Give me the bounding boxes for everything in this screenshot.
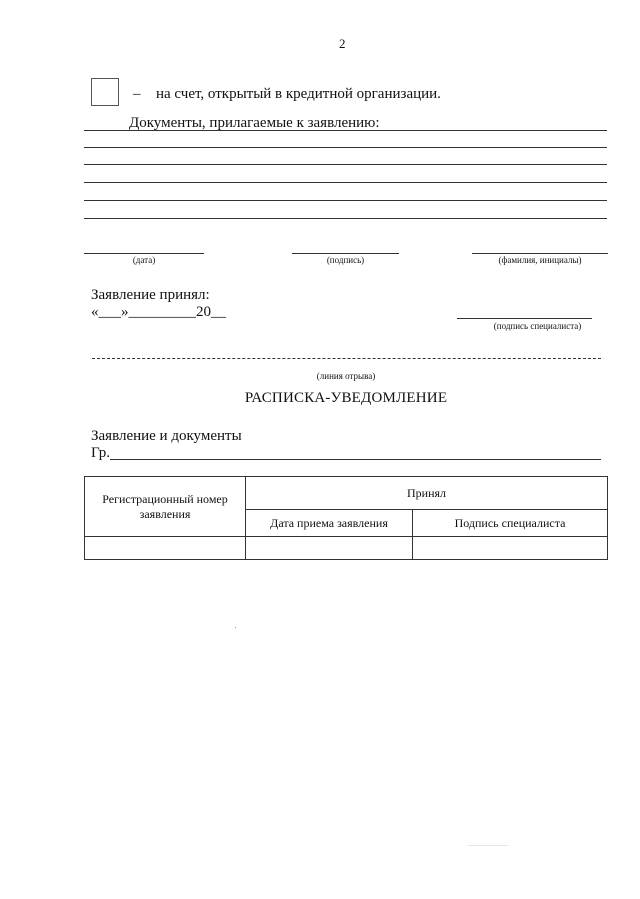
accepted-date-template: «___»_________20__ bbox=[91, 304, 226, 320]
documents-line-5[interactable] bbox=[84, 200, 607, 201]
receipt-docs-text: Заявление и документы bbox=[91, 428, 242, 444]
date-caption: (дата) bbox=[132, 255, 156, 265]
table-row bbox=[85, 537, 608, 560]
specialist-signature-line[interactable] bbox=[457, 318, 592, 319]
tear-line-caption: (линия отрыва) bbox=[316, 371, 376, 381]
tear-line bbox=[92, 358, 601, 359]
account-option-checkbox[interactable] bbox=[91, 78, 119, 106]
name-line[interactable] bbox=[472, 253, 608, 254]
scan-speck bbox=[468, 845, 508, 846]
documents-line-4[interactable] bbox=[84, 182, 607, 183]
accepted-header: Принял bbox=[246, 477, 608, 510]
citizen-label: Гр. bbox=[91, 445, 110, 461]
receipt-title: РАСПИСКА-УВЕДОМЛЕНИЕ bbox=[244, 390, 448, 406]
documents-line-2[interactable] bbox=[84, 147, 607, 148]
specialist-signature-cell[interactable] bbox=[413, 537, 608, 560]
specialist-signature-caption: (подпись специалиста) bbox=[493, 321, 582, 331]
date-received-header: Дата приема заявления bbox=[246, 510, 413, 537]
registration-table bbox=[84, 476, 608, 560]
accepted-label: Заявление принял: bbox=[91, 287, 210, 303]
scan-speck bbox=[235, 627, 236, 628]
page-number: 2 bbox=[339, 36, 346, 51]
date-received-cell[interactable] bbox=[246, 537, 413, 560]
citizen-name-line[interactable] bbox=[110, 459, 601, 460]
documents-line-6[interactable] bbox=[84, 218, 607, 219]
option-dash: – bbox=[133, 86, 141, 102]
name-caption: (фамилия, инициалы) bbox=[498, 255, 582, 265]
account-option-label: на счет, открытый в кредитной организации. bbox=[156, 86, 441, 102]
signature-caption: (подпись) bbox=[326, 255, 365, 265]
reg-number-cell[interactable] bbox=[85, 537, 246, 560]
date-line[interactable] bbox=[84, 253, 204, 254]
signature-line[interactable] bbox=[292, 253, 399, 254]
documents-attached-label: Документы, прилагаемые к заявлению: bbox=[129, 115, 380, 131]
documents-line-1[interactable] bbox=[84, 130, 607, 131]
reg-number-header: Регистрационный номер заявления bbox=[85, 477, 246, 537]
specialist-signature-header: Подпись специалиста bbox=[413, 510, 608, 537]
documents-line-3[interactable] bbox=[84, 164, 607, 165]
